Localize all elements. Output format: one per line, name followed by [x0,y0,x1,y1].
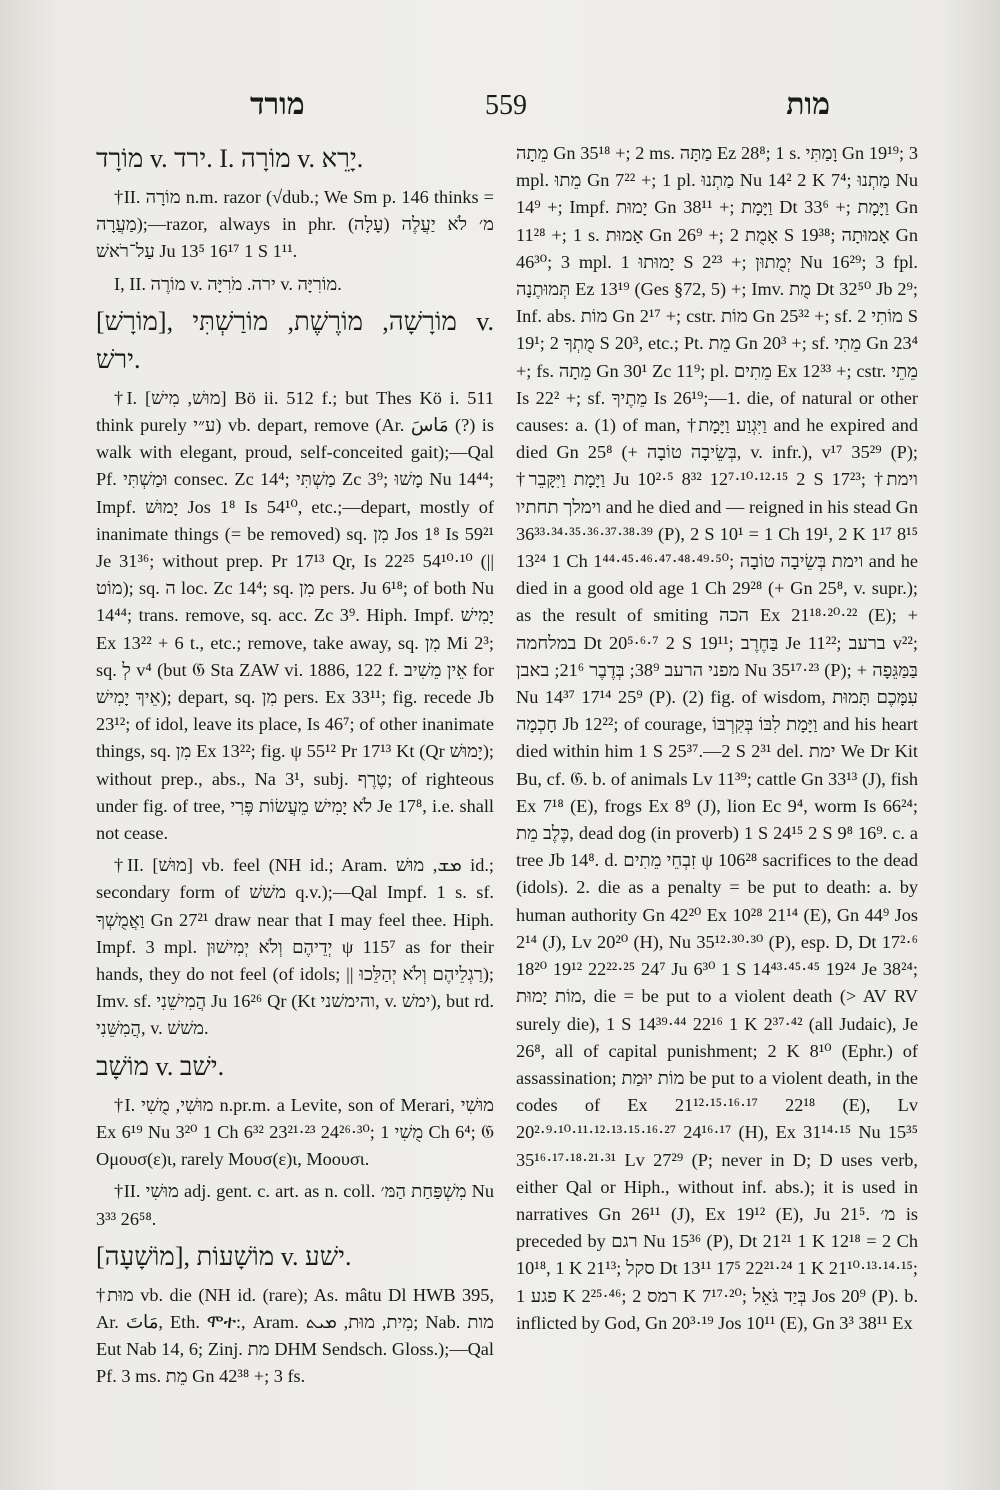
entry-mushi-levite: †I. מוּשִׁי, מֻשִׁי n.pr.m. a Levite, son of Merari, מוּשִׁי Ex 6¹⁹ Nu 3²⁰ 1 Ch 6³² 23²¹·²³ 24²⁶·³⁰; מֻשִׁי 1 Ch 6⁴; 𝔊 Ομουσ(ε)ι, rarely Μουσ(ε)ι, Μοουσι. [96,1094,494,1170]
page-number: 559 [485,90,527,121]
entry-mut-die: †מוּת vb. die (NH id. (rare); As. mâtu Dl HWB 395, Ar. مَاتَ, Eth. ሞተ:, Aram. מִית, מוּת, ܡܝܬ; Nab. מות Eut Nab 14, 6; Zinj. מת DHM Sendsch. Gloss.);—Qal Pf. 3 ms. מֵת Gn 42³⁸ +; 3 fs. [96,1284,494,1387]
entry-moread-morah: מוֹרָד v. ירד. I. מוֹרָה v. יָרֵא. [96,144,364,173]
entry-mushi-gent: †II. מוּשִׁי adj. gent. c. art. as n. coll. מִשְׁפַּחַת הַמּ׳ Nu 3³³ 26⁵⁸. [96,1181,494,1229]
entry-moshaah: [מוֹשָׁעָה], מוֹשָׁעוֹת v. ישׁע. [96,1241,352,1271]
entry-moshav: מוֹשָׁב v. ישׁב. [96,1051,225,1081]
entry-morash: [מוֹרָשׁ], מוֹרָשָׁה, מוֹרֶשֶׁת, מוֹרַשְׁתִּי v. ירשׁ. [96,306,494,374]
entry-mut-continued: מֵתָה Gn 35¹⁸ +; 2 ms. מַתָּה Ez 28⁸; 1 s. וָמַתִּי Gn 19¹⁹; 3 mpl. מֵתוּ Gn 7²² +; 1 pl. מַתְנוּ Nu 14² 2 K 7⁴; מַתְנוּ Nu 14⁹ +; Impf. יָמוּת Gn 38¹¹ +; וַיָּמָת Dt 33⁶ +; וַיָּמָת Gn 11²⁸ +; 1 s. אָמוּת Gn 26⁹ +; אָמֻת 2 S 19³⁸; אָמוּתָה Gn 46³⁰; 3 mpl. יָמוּתוּ 1 S 2²³ +; יְמֻתוּן Nu 16²⁹; 3 fpl. תְּמוּתֶנָה Ez 13¹⁹ (Ges §72, 5) +; Imv. מֻת Dt 32⁵⁰ Jb 2⁹; Inf. abs. מוֹת Gn 2¹⁷ +; cstr. מוֹת Gn 25³² +; sf. מוֹתִי 2 S 19¹; מֻתְךָ 2 S 20³, etc.; Pt. מֵת Gn 20³ +; sf. מֵתִי Gn 23⁴ +; fs. מֵתָה Gn 30¹ Zc 11⁹; pl. מֵתִים Ex 12³³ +; cstr. מֵתֵי Is 22² +; sf. מֵתֶיךָ Is 26¹⁹;—1. die, of natural or other causes: a. (1) of man, †וַיִּגְוַע וַיָּמָת and he expired and died Gn 25⁸ (+ בְּשֵׂיבָה טוֹבָה, v. infr.), v¹⁷ 35²⁹ (P); †וַיָּמָת וַיִּקָּבֵר Ju 10²·⁵ 8³² 12⁷·¹⁰·¹²·¹⁵ 2 S 17²³; †וימת וימלך תחתיו and he died and — reigned in his stead Gn 36³³·³⁴·³⁵·³⁶·³⁷·³⁸·³⁹ (P), 2 S 10¹ = 1 Ch 19¹, 2 K 1¹⁷ 8¹⁵ 13²⁴ 1 Ch 1⁴⁴·⁴⁵·⁴⁶·⁴⁷·⁴⁸·⁴⁹·⁵⁰; וימת בְּשֵׂיבָה טוֹבָה and he died in a good old age 1 Ch 29²⁸ (+ Gn 25⁸, v. supr.); as the result of smiting הכה Ex 21¹⁸·²⁰·²² (E); + במלחמה Dt 20⁵·⁶·⁷ 2 S 19¹¹; בַּחֶרֶב Je 11²²; ברעב v²²; מפני הרעב 38⁹; בְּדֶבֶר 21⁶; באבן Nu 35¹⁷·²³ (P); + בַּמַּגֵּפָה Nu 14³⁷ 17¹⁴ 25⁹ (P). (2) fig. of wisdom, עִמָּכֶם תָּמוּת חָכְמָה Jb 12²²; of courage, וַיָּמָת לִבּוֹ בְּקִרְבּוֹ and his heart died within him 1 S 25³⁷.—2 S 2³¹ del. ימת We Dr Kit Bu, cf. 𝔊. b. of animals Lv 11³⁹; cattle Gn 33¹³ (J), fish Ex 7¹⁸ (E), frogs Ex 8⁹ (J), lion Ec 9⁴, worm Is 66²⁴; כֶּלֶב מֵת, dead dog (in proverb) 1 S 24¹⁵ 2 S 9⁸ 16⁹. c. a tree Jb 14⁸. d. זִבְחֵי מֵתִים ψ 106²⁸ sacrifices to the dead (idols). 2. die as a penalty = be put to death: a. by human authority Gn 42²⁰ Ex 10²⁸ 21¹⁴ (E), Gn 44⁹ Jos 2¹⁴ (J), Lv 20²⁰ (H), Nu 35¹²·³⁰·³⁰ (P), esp. D, Dt 17²·⁶ 18²⁰ 19¹² 22²²·²⁵ 24⁷ Ju 6³⁰ 1 S 14⁴³·⁴⁵·⁴⁵ 19²⁴ Je 38²⁴; מוֹת יָמוּת, die = be put to a violent death (> AV RV surely die), 1 S 14³⁹·⁴⁴ 22¹⁶ 1 K 2³⁷·⁴² (all Judaic), Je 26⁸, all of capital punishment; 2 K 8¹⁰ (Ephr.) of assassination; מוֹת יוּמַת be put to a violent death, in the codes of Ex 21¹²·¹⁵·¹⁶·¹⁷ 22¹⁸ (E), Lv 20²·⁹·¹⁰·¹¹·¹²·¹³·¹⁵·¹⁶·²⁷ 24¹⁶·¹⁷ (H), Ex 31¹⁴·¹⁵ Nu 15³⁵ 35¹⁶·¹⁷·¹⁸·²¹·³¹ Lv 27²⁹ (P; never in D; D uses verb, either Qal or Hiph., without inf. abs.); it is used in narratives Gn 26¹¹ (J), Ex 19¹² (E), Ju 21⁵. מ׳ is preceded by רגם Nu 15³⁶ (P), Dt 21²¹ 1 K 12¹⁸ = 2 Ch 10¹⁸, 1 K 21¹³; סקל Dt 13¹¹ 17⁵ 22²¹·²⁴ 1 K 21¹⁰·¹³·¹⁴·¹⁵; פגע 1 K 2²⁵·⁴⁶; רמס 2 K 7¹⁷·²⁰; בְּיַד גֹּאֵל Jos 20⁹ (P). b. inflicted by God, Gn 20³·¹⁹ Jos 10¹¹ (E), Gn 3³ 38¹¹ Ex [516,143,918,1333]
left-column [96,140,494,1410]
entry-moreh: I, II. מוֹרֶה v. ירה. מֹרִיָּה v. מוֹרִיָּה. [114,273,342,294]
right-column [516,140,918,1410]
header-right-guideword: מות [786,88,830,121]
entry-morah-razor: †II. מוֹרָה n.m. razor (√dub.; We Sm p. 146 thinks = מַעֲרָה);—razor, always in phr. מ׳ לֹא יַעֲלֶה (עָלָה) עַל־רֹאשׁ Ju 13⁵ 16¹⁷ 1 S 1¹¹. [96,187,494,262]
header-left-guideword: מורד [250,88,305,121]
running-header [90,88,920,128]
entry-mush-depart: †I. [מוּשׁ, מִישׁ] Bö ii. 512 f.; but Thes Kö i. 511 think purely ע״י) vb. depart, remove (Ar. مَاسَ (?) is walk with elegant, proud, self-conceited gait);—Qal Pf. וּמַשְׁתִּי consec. Zc 14⁴; מַשְׁתִּי Zc 3⁹; מָשׁוּ Nu 14⁴⁴; Impf. יָמוּשׁ Jos 1⁸ Is 54¹⁰, etc.;—depart, mostly of inanimate things (= be removed) sq. מִן Jos 1⁸ Is 59²¹ Je 31³⁶; without prep. Pr 17¹³ Qr, Is 22²⁵ 54¹⁰·¹⁰ (|| מוֹט); sq. ה loc. Zc 14⁴; sq. מִן pers. Ju 6¹⁸; of both Nu 14⁴⁴; trans. remove, sq. acc. Zc 3⁹. Hiph. Impf. יָמִישׁ Ex 13²² + 6 t., etc.; remove, take away, sq. מִן Mi 2³; sq. לְ v⁴ (but 𝔊 Sta ZAW vi. 1886, 122 f. אֵין מֵשִׁיב for אֵיךְ יָמִישׁ); depart, sq. מִן pers. Ex 33¹¹; fig. recede Jb 23¹²; of idol, leave its place, Is 46⁷; of other inanimate things, sq. מִן Ex 13²²; fig. ψ 55¹² Pr 17¹³ Kt (Qr יָמוּשׁ); without prep., abs., Na 3¹, subj. טֶרֶף; of righteous under fig. of tree, לֹא יָמִישׁ מֵעֲשׂוֹת פֶּרִי Je 17⁸, i.e. shall not cease. [96,387,494,844]
entry-mush-feel: †II. [מוּשׁ] vb. feel (NH id.; Aram. ܡܫ, מוּשׁ id.; secondary form of משׁשׁ q.v.);—Qal Impf. 1 s. sf. וַאֲמֻשְׁךָ Gn 27²¹ draw near that I may feel thee. Hiph. Impf. 3 mpl. יְדֵיהֶם וְלֹא יְמִישׁוּן ψ 115⁷ as for their hands, they do not feel (of idols; || רַגְלֵיהֶם וְלֹא יְהַלֵּכוּ); Imv. sf. הֲמִישֵׁנִי Ju 16²⁶ Qr (Kt והימשׁני, v. ימשׁ), but rd. הֲמִשֵּׁנִי, v. משׁשׁ. [96,855,494,1039]
